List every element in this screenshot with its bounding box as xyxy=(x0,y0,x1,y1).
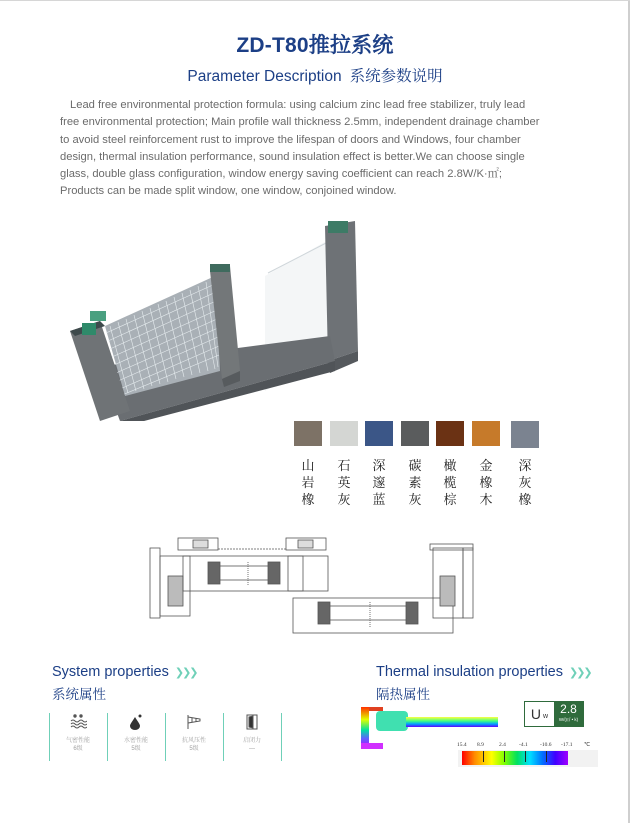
system-properties-heading: System properties ❯❯❯ xyxy=(52,664,197,680)
subtitle-en: Parameter Description xyxy=(187,68,342,85)
scale-tick xyxy=(504,751,505,762)
description-line: Lead free environmental protection formula: using calcium zinc lead free stabilizer, truly lead xyxy=(70,99,526,111)
temperature-scale-labels: 15.4 8.9 2.4 -4.1 -10.6 -17.1 ℃ xyxy=(457,742,591,748)
chevrons-icon: ❯❯❯ xyxy=(568,667,591,679)
page-subtitle xyxy=(0,64,630,86)
uw-label: U w xyxy=(525,702,554,726)
water-drop-icon xyxy=(129,713,143,731)
thermal-properties-heading-cn: 隔热属性 xyxy=(376,687,430,702)
system-properties-heading-cn: 系统属性 xyxy=(52,687,106,702)
swatch-label: 山 岩 橡 xyxy=(301,458,315,507)
air-tightness-icon xyxy=(69,713,87,731)
property-air-tightness: 气密性能 6级 xyxy=(49,713,107,753)
description-line: design, thermal insulation performance, sound insulation effect is better.We can choose single xyxy=(60,150,525,163)
uw-value-badge xyxy=(524,701,584,727)
temperature-color-scale xyxy=(462,751,568,765)
sliding-window-product-image xyxy=(60,221,380,421)
chevrons-icon: ❯❯❯ xyxy=(174,667,197,679)
description-line: glass, double glass configuration, window energy saving coefficient can reach 2.8W/K·㎡; xyxy=(60,168,502,181)
swatch-label: 石 英 灰 xyxy=(337,458,351,507)
wind-flag-icon xyxy=(185,713,203,731)
property-wind-pressure: 抗风压性 5级 xyxy=(165,713,223,753)
swatch-ganlanzong[interactable] xyxy=(436,421,464,446)
page-title: ZD-T80推拉系统 xyxy=(236,34,394,57)
description-line: free environmental protection; Main profile wall thickness 2.5mm, independent drainage chamber xyxy=(60,116,540,129)
uw-value: 2.8 W/(㎡ • k) xyxy=(554,702,583,726)
swatch-label: 橄 榄 棕 xyxy=(443,458,457,507)
scale-tick xyxy=(525,751,526,762)
door-open-icon xyxy=(245,713,259,731)
swatch-label: 深 邃 蓝 xyxy=(372,458,386,507)
swatch-jinxiangmu[interactable] xyxy=(472,421,500,446)
property-water-tightness: 水密性能 5级 xyxy=(107,713,165,753)
scale-tick xyxy=(546,751,547,762)
swatch-label: 碳 素 灰 xyxy=(408,458,422,507)
description-line: Products can be made split window, one window, conjoined window. xyxy=(60,185,397,198)
swatch-shiyinghui[interactable] xyxy=(330,421,358,446)
color-swatch-row xyxy=(294,421,554,511)
swatch-shanyanxiang[interactable] xyxy=(294,421,322,446)
scale-tick xyxy=(483,751,484,762)
divider xyxy=(281,713,282,761)
description-paragraph xyxy=(60,97,570,201)
swatch-tansuhui[interactable] xyxy=(401,421,429,446)
thermal-properties-heading: Thermal insulation properties ❯❯❯ xyxy=(376,664,591,680)
profile-cross-section-drawing xyxy=(148,536,478,636)
property-operating-force: 启闭力 — xyxy=(223,713,281,753)
swatch-label: 金 橡 木 xyxy=(479,458,493,507)
system-properties-list xyxy=(49,713,285,761)
subtitle-cn: 系统参数说明 xyxy=(349,68,443,85)
description-line: to avoid steel reinforcement rust to improve the lifespan of doors and Windows, four chamber xyxy=(60,133,521,146)
swatch-shenhuixiang[interactable] xyxy=(511,421,539,448)
swatch-shensuilan[interactable] xyxy=(365,421,393,446)
swatch-label: 深 灰 橡 xyxy=(518,458,532,507)
